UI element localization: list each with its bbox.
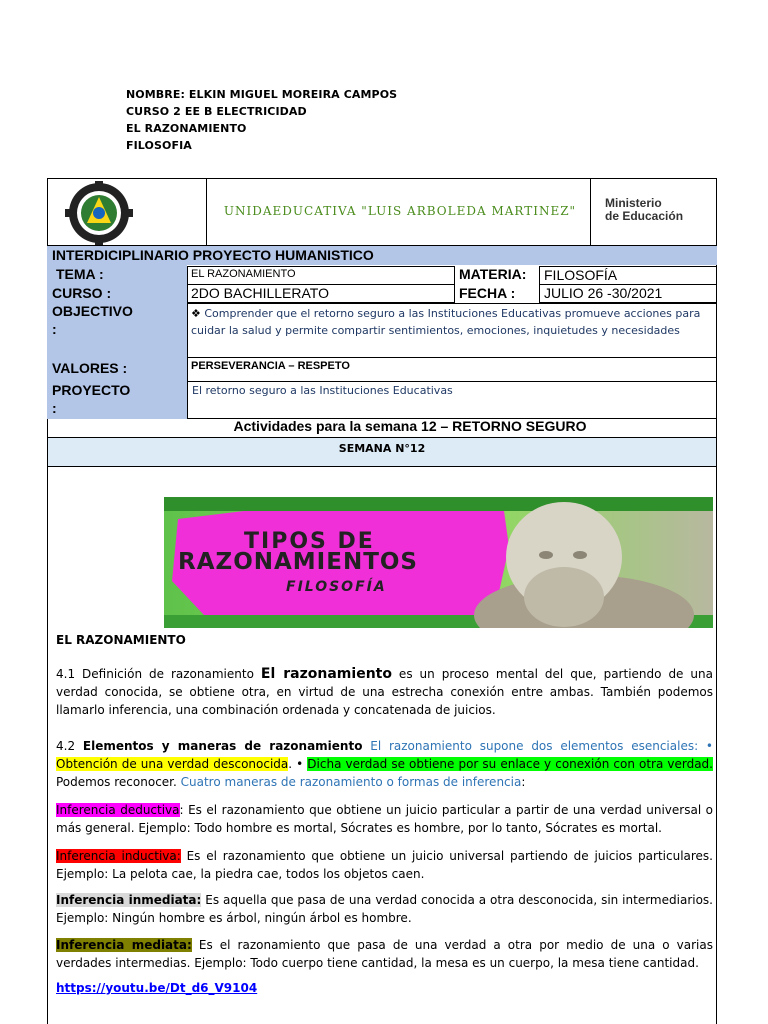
- fecha-value: JULIO 26 -30/2021: [544, 285, 663, 301]
- inductiva-text: Es el razonamiento que obtiene un juicio universal partiendo de juicios particulares. Ejemplo: La pelota cae, la piedra cae, todos los objetos caen.: [56, 849, 713, 881]
- curso-value: 2DO BACHILLERATO: [191, 285, 329, 301]
- video-link-wrap: [56, 981, 257, 995]
- inmediata-label: Inferencia inmediata:: [56, 893, 202, 907]
- p2-highlight-green: Dicha verdad se obtiene por su enlace y conexión con otra verdad.: [307, 757, 713, 771]
- paragraph-definition: [56, 665, 713, 719]
- inmediata-text: Es aquella que pasa de una verdad conocida a otra desconocida, sin intermediarios. Ejemplo: Ningún hombre es árbol, ningún árbol es hombre.: [56, 893, 713, 925]
- student-topic: EL RAZONAMIENTO: [126, 122, 247, 135]
- deductiva-text: : Es el razonamiento que obtiene un juicio particular a partir de una verdad universal o más general. Ejemplo: Todo hombre es mortal, Sócrates es hombre, por lo tanto, Sócrates es mortal.: [56, 803, 714, 835]
- curso-label: CURSO :: [52, 285, 112, 301]
- proyecto-value: El retorno seguro a las Instituciones Educativas: [192, 384, 453, 397]
- video-link[interactable]: https://youtu.be/Dt_d6_V9104: [56, 981, 258, 995]
- ministry-logo: [605, 197, 683, 223]
- fecha-label: FECHA :: [459, 285, 516, 301]
- p1-strong: El razonamiento: [260, 666, 392, 682]
- curso-value-cell: [187, 284, 455, 303]
- p2-highlight-yellow: Obtención de una verdad desconocida: [56, 757, 289, 771]
- proyecto-label: PROYECTO: [52, 382, 131, 398]
- inductiva-label: Inferencia inductiva:: [56, 849, 181, 863]
- objetivo-value: [191, 305, 711, 339]
- objetivo-value-cell: [187, 303, 717, 358]
- objetivo-colon: :: [52, 321, 57, 337]
- tema-value: EL RAZONAMIENTO: [191, 268, 296, 280]
- fecha-value-cell: [539, 284, 717, 303]
- p2-strong: Elementos y maneras de razonamiento: [82, 739, 363, 753]
- banner-image: [164, 497, 713, 628]
- objetivo-label: OBJECTIVO: [52, 303, 133, 319]
- ministry-cell: [590, 178, 717, 246]
- banner-line1: TIPOS DE: [244, 529, 375, 554]
- student-course: CURSO 2 EE B ELECTRICIDAD: [126, 105, 307, 118]
- p2-text: Podemos reconocer.: [56, 775, 181, 789]
- p2-prefix: 4.2: [56, 739, 83, 753]
- valores-value-cell: [187, 357, 717, 382]
- proyecto-colon: :: [52, 400, 57, 416]
- activities-row: [47, 418, 717, 438]
- deductiva-label: Inferencia deductiva: [56, 803, 180, 817]
- banner-line3: FILOSOFÍA: [286, 579, 387, 595]
- paragraph-inductiva: [56, 847, 713, 883]
- materia-value: FILOSOFÍA: [544, 267, 618, 283]
- school-gear-logo-icon: [54, 181, 144, 245]
- p2-blue1: El razonamiento supone dos elementos esenciales: •: [362, 739, 713, 753]
- banner-line2: RAZONAMIENTOS: [178, 549, 419, 575]
- valores-label: VALORES :: [52, 360, 128, 376]
- p1-prefix: 4.1 Definición de razonamiento: [56, 667, 261, 681]
- materia-label: MATERIA:: [459, 266, 527, 282]
- ministry-line2: de Educación: [605, 209, 684, 223]
- project-title: INTERDICIPLINARIO PROYECTO HUMANISTICO: [52, 247, 374, 263]
- p1-text: es un proceso mental del que, partiendo de una verdad conocida, se obtiene otra, en virtud de una estrecha conexión entre ambas. También podemos llamarlo inferencia, una combinación ordenada y concatenada de juicios.: [56, 667, 713, 717]
- school-name-cell: [206, 178, 591, 246]
- p2-sep: . •: [288, 757, 308, 771]
- school-logo-cell: [47, 178, 207, 246]
- mediata-label: Inferencia mediata:: [56, 938, 192, 952]
- paragraph-mediata: [56, 936, 713, 972]
- paragraph-inmediata: [56, 891, 713, 927]
- activities-title: Actividades para la semana 12 – RETORNO SEGURO: [233, 418, 587, 434]
- objetivo-text: Comprender que el retorno seguro a las Instituciones Educativas promueve acciones para cuidar la salud y permite compartir sentimientos, emociones, inquietudes y necesidades: [191, 307, 701, 337]
- project-title-row: [47, 246, 717, 265]
- valores-value: PERSEVERANCIA – RESPETO: [191, 360, 350, 372]
- ministry-line1: Ministerio: [605, 196, 662, 210]
- materia-value-cell: [539, 266, 717, 285]
- mediata-text: Es el razonamiento que pasa de una verdad a otra por medio de una o varias verdades intermedias. Ejemplo: Todo cuerpo tiene cantidad, la mesa es un cuerpo, la mesa tiene cantidad.: [56, 938, 714, 970]
- student-name: NOMBRE: ELKIN MIGUEL MOREIRA CAMPOS: [126, 88, 398, 101]
- week-label: SEMANA N°12: [338, 442, 426, 455]
- proyecto-value-cell: [187, 381, 717, 419]
- tema-value-cell: [187, 266, 455, 285]
- objetivo-bullet-icon: ❖: [191, 307, 201, 320]
- paragraph-deductiva: [56, 801, 713, 837]
- p2-blue2: Cuatro maneras de razonamiento o formas de inferencia: [180, 775, 522, 789]
- tema-label: TEMA :: [56, 266, 104, 282]
- student-subject: FILOSOFIA: [126, 139, 192, 152]
- week-row: [48, 438, 716, 467]
- section-title: EL RAZONAMIENTO: [56, 633, 186, 647]
- school-name: UNIDAEDUCATIVA "LUIS ARBOLEDA MARTINEZ": [223, 204, 577, 218]
- p2-end: :: [521, 775, 526, 789]
- paragraph-elements: [56, 737, 713, 791]
